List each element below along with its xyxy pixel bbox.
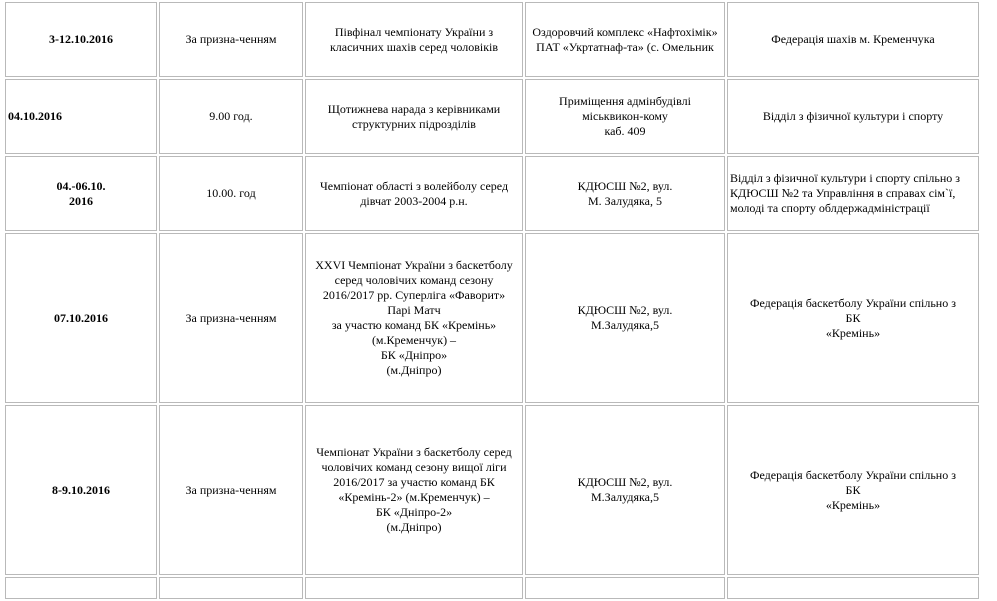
event-time: За призна-ченням [159,233,303,403]
table-row [5,2,979,77]
event-organizer [727,405,979,575]
event-title-line: Чемпіонат України з баскетболу серед чоловічих команд сезону вищої ліги 2016/2017 за участю команд БК «Кремінь-2» (м.Кременчук) – [316,445,512,504]
event-date: 04.10.2016 [5,79,157,154]
event-organizer [727,233,979,403]
table-row [5,79,979,154]
event-title: Щотижнева нарада з керівниками структурних підрозділів [305,79,523,154]
event-time: За призна-ченням [159,2,303,77]
event-title-line: (м.Дніпро) [386,520,442,534]
event-organizer-line: БК [845,482,861,497]
event-organizer-line: «Кремінь» [825,325,881,340]
event-title-line: за участю команд БК «Кремінь» [331,318,497,332]
table-row [5,405,979,575]
event-title-line: БК «Дніпро-2» [375,505,453,519]
event-organizer: Відділ з фізичної культури і спорту [727,79,979,154]
event-title [305,233,523,403]
event-title-line: XXVI Чемпіонат України з баскетболу серед чоловічих команд сезону 2016/2017 рр. Суперліга «Фаворит» [315,258,513,302]
table-row [5,156,979,231]
event-date-line: 04.-06.10. [56,178,106,193]
event-time: За призна-ченням [159,405,303,575]
event-place [525,156,725,231]
table-row [5,233,979,403]
events-table [3,0,981,601]
event-place-line: Приміщення адмінбудівлі [559,94,691,108]
event-title: Півфінал чемпіонату України з класичних шахів серед чоловіків [305,2,523,77]
event-organizer-line: БК [845,310,861,325]
event-place-line: каб. 409 [604,124,646,138]
event-place-line: міськвикон-кому [582,109,668,123]
event-date: 07.10.2016 [5,233,157,403]
event-organizer-line: Федерація баскетболу України спільно з [750,295,956,310]
event-title-line: БК «Дніпро» [380,348,448,362]
event-organizer: Відділ з фізичної культури і спорту спільно з КДЮСШ №2 та Управління в справах сім`ї, молоді та спорту облдержадміністрації [727,156,979,231]
event-place-line: КДЮСШ №2, вул. [577,178,673,193]
table-row [5,577,979,599]
event-organizer-line: Федерація баскетболу України спільно з [750,467,956,482]
event-title: Чемпіонат області з волейболу серед дівчат 2003-2004 р.н. [305,156,523,231]
event-date-line: 2016 [69,193,93,208]
event-place-line: М. Залудяка, 5 [588,193,662,208]
event-place-line: КДЮСШ №2, вул. [577,475,673,489]
event-organizer: Федерація шахів м. Кременчука [727,2,979,77]
event-place-line: М.Залудяка,5 [591,490,659,504]
event-place-line: М.Залудяка,5 [591,318,659,332]
event-title-line: (м.Кременчук) – [371,333,457,347]
event-title [305,405,523,575]
event-place [525,233,725,403]
event-date: 3-12.10.2016 [5,2,157,77]
event-place [525,405,725,575]
event-date: 8-9.10.2016 [5,405,157,575]
event-time: 9.00 год. [159,79,303,154]
event-title-line: (м.Дніпро) [386,363,442,377]
event-place: Оздоровчий комплекс «Нафтохімік» ПАТ «Укртатнаф-та» (с. Омельник [525,2,725,77]
event-time: 10.00. год [159,156,303,231]
event-date [5,156,157,231]
event-organizer-line: «Кремінь» [825,497,881,512]
event-place [525,79,725,154]
event-place-line: КДЮСШ №2, вул. [577,303,673,317]
event-title-line: Парі Матч [387,303,441,317]
